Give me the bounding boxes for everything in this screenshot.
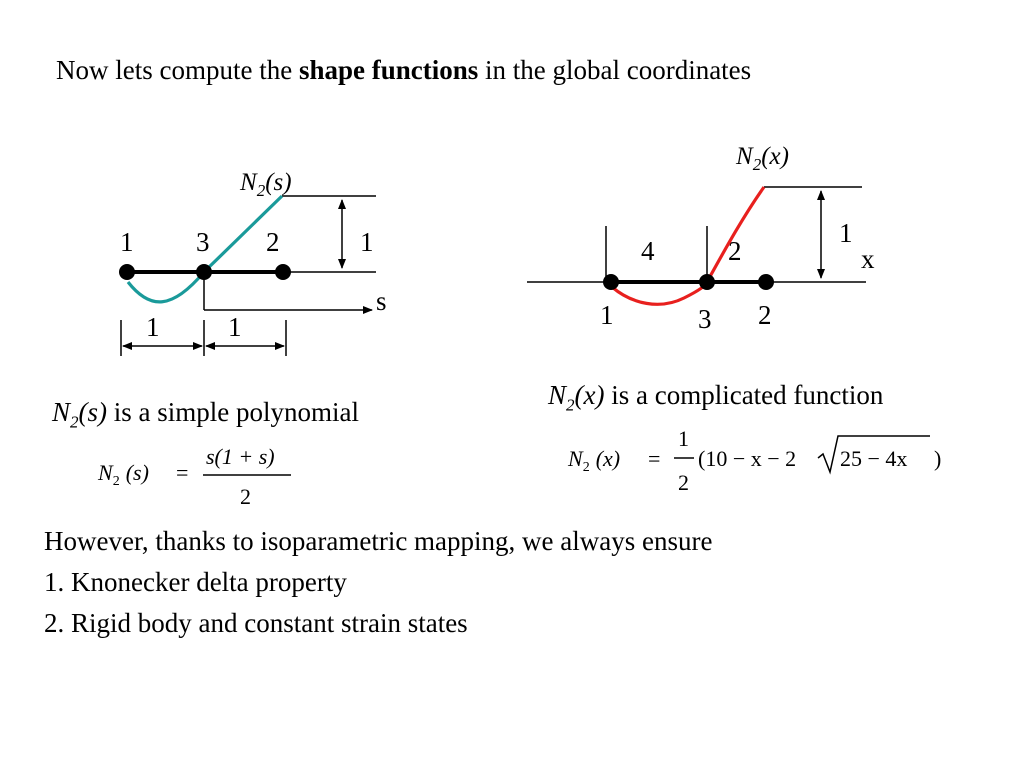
right-formula-radicand: 25 − 4x xyxy=(840,446,908,471)
right-caption xyxy=(548,378,883,422)
left-caption-main: N xyxy=(52,397,71,427)
left-caption xyxy=(52,395,359,439)
right-formula-lhs: $N_2$ (x) xyxy=(568,446,621,475)
left-node-label-3: 3 xyxy=(196,227,210,257)
left-height-label: 1 xyxy=(360,227,374,257)
right-height-label: 1 xyxy=(839,218,853,248)
left-caption-arg: (s) xyxy=(78,397,108,427)
right-formula-equals: = xyxy=(648,446,661,471)
left-formula xyxy=(90,435,310,515)
right-node-label-2: 2 xyxy=(758,300,772,330)
left-figure xyxy=(0,150,430,370)
left-span-label-2: 1 xyxy=(228,312,242,342)
body-line-1: However, thanks to isoparametric mapping, we always ensure xyxy=(44,526,713,556)
right-figure xyxy=(500,130,910,350)
right-caption-arg: (x) xyxy=(574,380,605,410)
right-formula-body-close: ) xyxy=(934,446,942,471)
title-prefix: Now lets compute the xyxy=(56,55,299,85)
right-node-2 xyxy=(758,274,774,290)
right-top-label-2: 2 xyxy=(728,236,742,266)
left-caption-sub: 2 xyxy=(70,412,79,432)
right-node-label-1: 1 xyxy=(600,300,614,330)
title-suffix: in the global coordinates xyxy=(478,55,752,85)
left-node-label-2: 2 xyxy=(266,227,280,257)
body-line-3: 2. Rigid body and constant strain states xyxy=(44,608,468,638)
left-formula-numerator: s(1 + s) xyxy=(206,444,275,469)
left-formula-equals: = xyxy=(176,460,189,485)
right-caption-main: N xyxy=(548,380,567,410)
right-top-label-4: 4 xyxy=(641,236,655,266)
right-caption-text: is a complicated function xyxy=(604,380,884,410)
left-function-label: N2(s) xyxy=(240,169,292,200)
left-node-1 xyxy=(119,264,135,280)
left-node-2 xyxy=(275,264,291,280)
right-node-1 xyxy=(603,274,619,290)
right-function-label: N2(x) xyxy=(736,143,789,174)
left-formula-denominator: 2 xyxy=(240,484,251,509)
right-node-label-3: 3 xyxy=(698,304,712,334)
left-span-label-1: 1 xyxy=(146,312,160,342)
left-node-label-1: 1 xyxy=(120,227,134,257)
title-bold: shape functions xyxy=(298,55,479,85)
left-axis-label: s xyxy=(376,286,387,316)
left-caption-text: is a simple polynomial xyxy=(107,397,359,427)
body-text xyxy=(44,521,712,644)
slide-title xyxy=(56,52,751,88)
right-caption-sub: 2 xyxy=(566,395,575,415)
right-axis-label: x xyxy=(861,244,875,274)
right-node-3 xyxy=(699,274,715,290)
right-formula xyxy=(560,420,960,500)
left-formula-lhs: $N_2$ (s) xyxy=(98,460,149,489)
body-line-2: 1. Knonecker delta property xyxy=(44,567,347,597)
right-formula-frac-den: 2 xyxy=(678,470,689,495)
right-formula-frac-num: 1 xyxy=(678,426,689,451)
right-formula-body-open: (10 − x − 2 xyxy=(698,446,797,471)
